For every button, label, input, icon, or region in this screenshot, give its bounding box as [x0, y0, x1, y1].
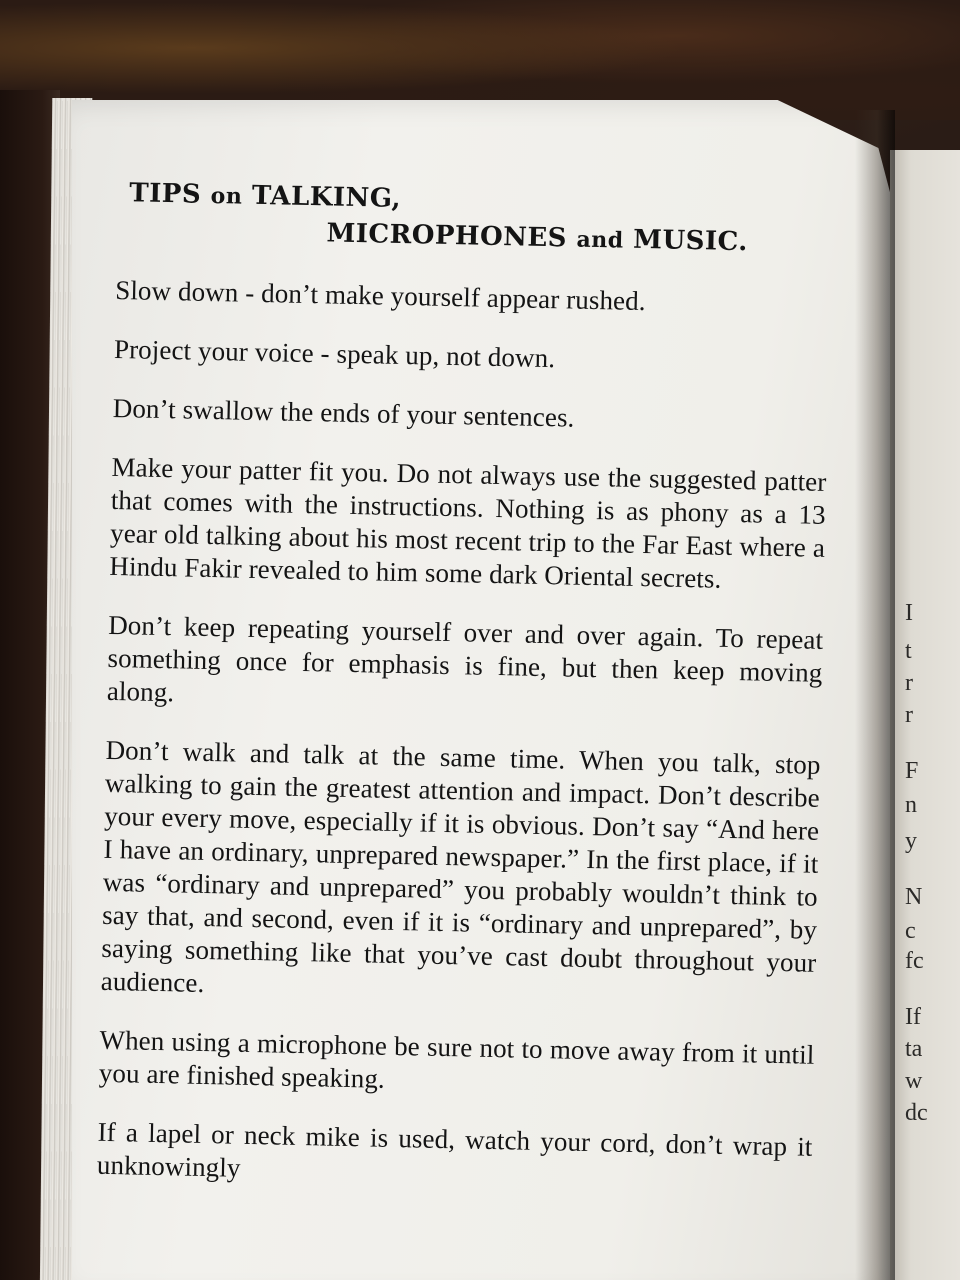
heading-line-2	[326, 218, 832, 259]
right-page-fragment: fc	[905, 948, 924, 974]
tip-paragraph: Make your patter fit you. Do not always use the suggested patter that comes with the instructions. Nothing is as phony as a 13 year old talking about his most recent trip to the Far East where a Hindu Fakir revealed to him some dark Oriental secrets.	[109, 451, 827, 594]
heading-line-1	[129, 178, 832, 223]
heading-tips: TIPS	[128, 178, 202, 210]
right-page-fragment: ta	[905, 1036, 923, 1062]
tip-paragraph: If a lapel or neck mike is used, watch your cord, don’t wrap it unknowingly	[96, 1116, 813, 1183]
right-page-fragment: F	[905, 758, 919, 784]
right-page-fragment: n	[905, 792, 917, 818]
right-page-fragment: If	[905, 1004, 921, 1030]
right-page-fragment: dc	[905, 1100, 928, 1126]
right-page-fragment: c	[905, 918, 916, 944]
page-content	[97, 160, 833, 1197]
tip-paragraph: Don’t keep repeating yourself over and over again. To repeat something once for emphasis is fine, but then keep moving along.	[106, 609, 824, 708]
right-page-fragment: r	[905, 702, 913, 728]
right-page-fragment: N	[905, 884, 923, 910]
right-page-fragment: t	[905, 638, 912, 664]
right-page-fragment: I	[905, 600, 913, 626]
tip-paragraph: Don’t swallow the ends of your sentences.	[112, 392, 575, 433]
book-gutter	[855, 110, 895, 1280]
right-page-fragment: r	[905, 670, 913, 696]
heading-talking: TALKING,	[251, 180, 402, 214]
tip-paragraph: Don’t walk and talk at the same time. When you talk, stop walking to gain the greatest attention and impact. Don’t describe your every move, especially if it is obvious. Don’t say “And here I have an ordinary, unprepared newspaper.” In the first place, if it was “ordinary and unprepared” you probably wouldn’t think to say that, and second, even if it is “ordinary and unprepared”, by saying something like that you’ve cast doubt throughout your audience.	[100, 734, 821, 998]
heading-microphones: MICROPHONES	[326, 218, 568, 254]
right-page-fragment: w	[905, 1068, 923, 1094]
tip-paragraph: Slow down - don’t make yourself appear rushed.	[114, 274, 646, 317]
heading-on: on	[210, 182, 243, 210]
right-page-fragment: y	[905, 828, 917, 854]
heading-and: and	[576, 226, 624, 254]
tip-paragraph: When using a microphone be sure not to move away from it until you are finished speaking.	[98, 1024, 815, 1094]
heading-music: MUSIC.	[632, 224, 749, 258]
tip-paragraph: Project your voice - speak up, not down.	[113, 333, 556, 374]
